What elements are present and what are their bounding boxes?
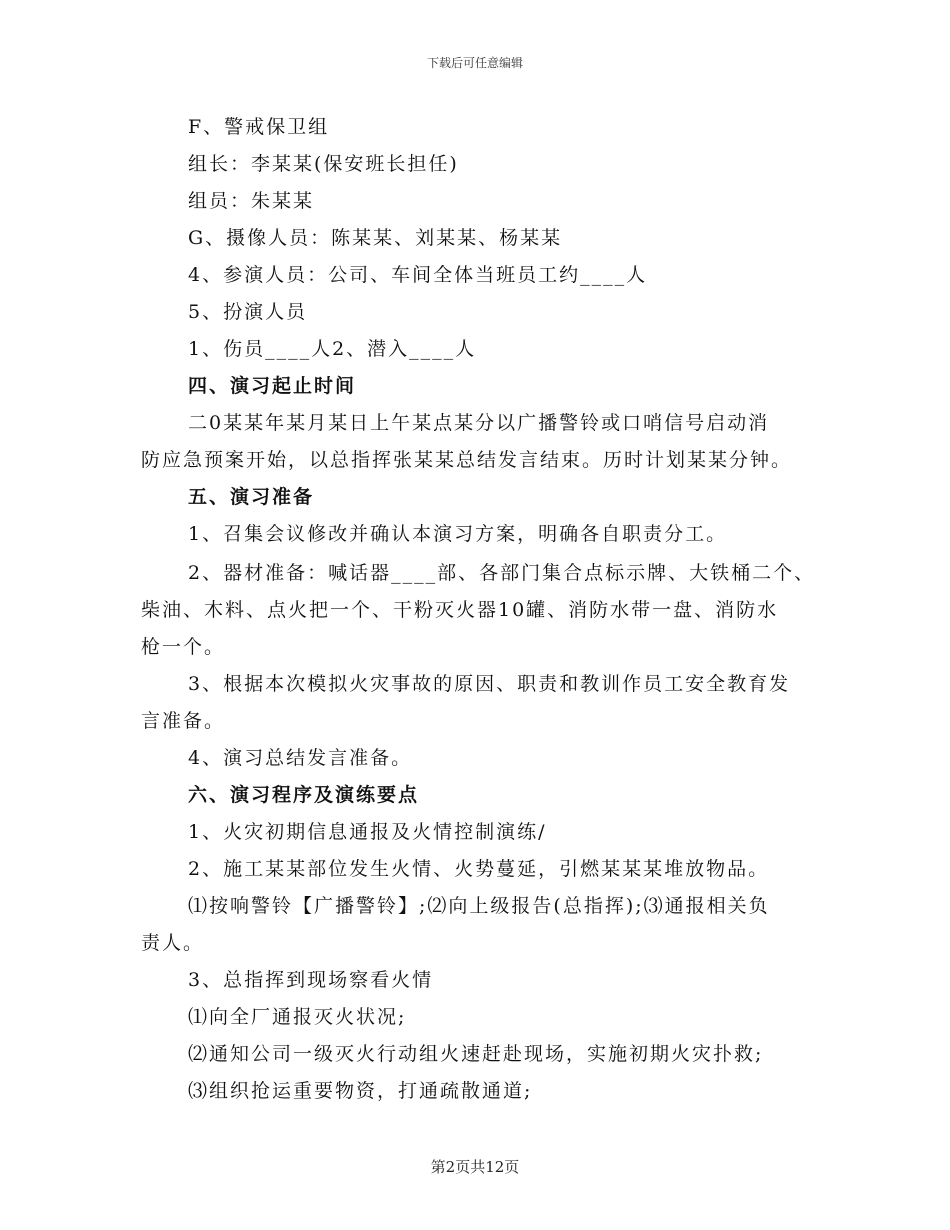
- text-line: ⑴向全厂通报灭火状况;: [188, 1006, 407, 1028]
- text-line: 5、扮演人员: [188, 301, 308, 323]
- text-line: 4、演习总结发言准备。: [188, 747, 413, 769]
- text-line: G、摄像人员：陈某某、刘某某、杨某某: [188, 227, 563, 249]
- text-line: 防应急预案开始，以总指挥张某某总结发言结束。历时计划某某分钟。: [141, 449, 793, 471]
- text-line: 二0某某年某月某日上午某点某分以广播警铃或口哨信号启动消: [188, 412, 770, 434]
- text-line: F、警戒保卫组: [188, 116, 330, 138]
- page-number-footer: 第2页共12页: [430, 1158, 520, 1176]
- text-line: 4、参演人员：公司、车间全体当班员工约____人: [188, 264, 648, 286]
- text-line: ⑴按响警铃【广播警铃】;⑵向上级报告(总指挥);⑶通报相关负: [188, 895, 770, 917]
- text-line: ⑶组织抢运重要物资，打通疏散通道;: [188, 1080, 533, 1102]
- text-line: 2、器材准备：喊话器____部、各部门集合点标示牌、大铁桶二个、: [188, 562, 816, 584]
- text-line: 枪一个。: [141, 636, 226, 658]
- text-line: 3、总指挥到现场察看火情: [188, 969, 434, 991]
- text-line: 1、伤员____人2、潜入____人: [188, 338, 477, 360]
- text-line: 3、根据本次模拟火灾事故的原因、职责和教训作员工安全教育发: [188, 673, 791, 695]
- text-line: 1、召集会议修改并确认本演习方案，明确各自职责分工。: [188, 523, 728, 545]
- page-header: 下载后可任意编辑: [426, 56, 523, 70]
- text-line: 言准备。: [141, 710, 226, 732]
- section-heading: 五、演习准备: [188, 486, 315, 508]
- text-line: 柴油、木料、点火把一个、干粉灭火器10罐、消防水带一盘、消防水: [141, 599, 779, 621]
- section-heading: 六、演习程序及演练要点: [188, 784, 420, 806]
- text-line: 组长：李某某(保安班长担任): [188, 153, 459, 175]
- text-line: 责人。: [141, 932, 205, 954]
- section-heading: 四、演习起止时间: [188, 375, 357, 397]
- text-line: 1、火灾初期信息通报及火情控制演练/: [188, 821, 547, 843]
- text-line: 2、施工某某部位发生火情、火势蔓延，引燃某某某堆放物品。: [188, 858, 770, 880]
- text-line: ⑵通知公司一级灭火行动组火速赶赴现场，实施初期火灾扑救;: [188, 1043, 764, 1065]
- text-line: 组员：朱某某: [188, 190, 315, 212]
